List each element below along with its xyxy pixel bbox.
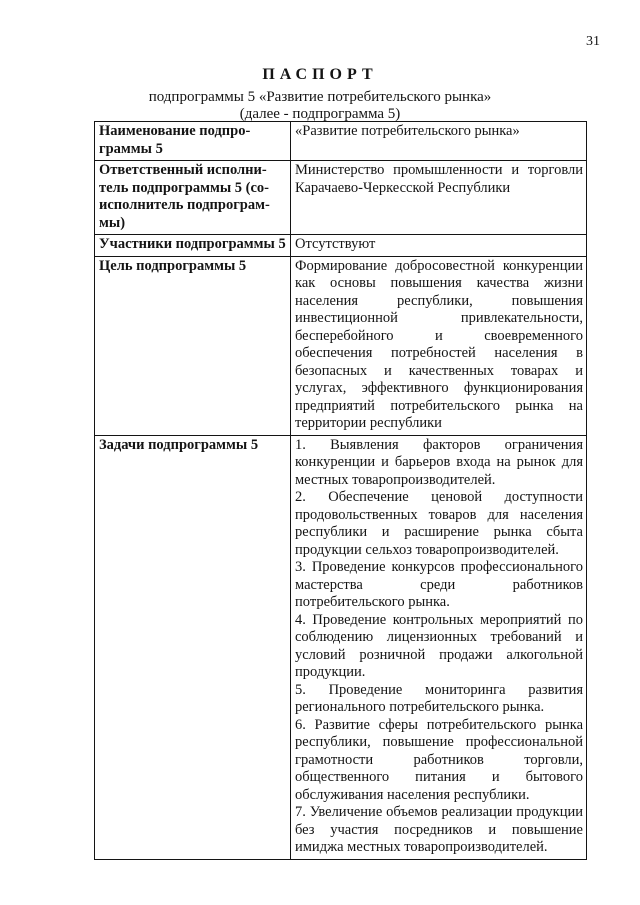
task-item-4: 4. Проведение контрольных мероприятий по соблюдению лицензионных требований и условий розничной продажи алкогольной продукции. (295, 611, 583, 680)
page-number: 31 (586, 34, 600, 49)
row-value-tasks (291, 435, 587, 859)
passport-table (94, 121, 587, 860)
task-item-7: 7. Увеличение объемов реализации продукции без участия посредников и повышение имиджа местных товаропроизводителей. (295, 804, 583, 855)
row-value-participants: Отсутствуют (291, 235, 587, 257)
subtitle-line-2: (далее - подпрограмма 5) (239, 106, 401, 122)
row-label-responsible: Ответственный исполни-тель подпрограммы 5 (со-исполнитель подпрограм-мы) (95, 161, 291, 235)
table-row-goal (95, 256, 587, 435)
row-value-goal: Формирование добросовестной конкуренции как основы повышения качества жизни населения республики, повышения инвестиционной привлекательности, бесперебойного и своевременного обеспечения потребностей населения в безопасных и качественных товарах и услугах, эффективного функционирования предприятий потребительского рынка на территории республики (291, 256, 587, 435)
table-row-tasks (95, 435, 587, 859)
table-row-name (95, 122, 587, 161)
row-value-name: «Развитие потребительского рынка» (291, 122, 587, 161)
table-row-participants (95, 235, 587, 257)
task-item-1: 1. Выявления факторов ограничения конкуренции и барьеров входа на рынок для местных товаропроизводителей. (295, 436, 583, 488)
row-label-goal: Цель подпрограммы 5 (95, 256, 291, 435)
row-label-tasks: Задачи подпрограммы 5 (95, 435, 291, 859)
row-label-name: Наименование подпро-граммы 5 (95, 122, 291, 161)
row-label-participants: Участники подпрограммы 5 (95, 235, 291, 257)
task-item-5: 5. Проведение мониторинга развития регионального потребительского рынка. (295, 681, 583, 715)
task-item-3: 3. Проведение конкурсов профессионального мастерства среди работников потребительского рынка. (295, 559, 583, 610)
document-title: ПАСПОРТ (262, 66, 378, 83)
subtitle-line-1: подпрограммы 5 «Развитие потребительского рынка» (148, 89, 492, 105)
task-item-6: 6. Развитие сферы потребительского рынка республики, повышение профессиональной грамотности работников торговли, общественного питания и бытового обслуживания населения республики. (295, 716, 583, 803)
table-row-responsible (95, 161, 587, 235)
row-value-responsible: Министерство промышленности и торговли Карачаево-Черкесской Республики (291, 161, 587, 235)
task-item-2: 2. Обеспечение ценовой доступности продовольственных товаров для населения республики и расширение рынка сбыта продукции сельхоз товаропроизводителей. (295, 489, 583, 558)
